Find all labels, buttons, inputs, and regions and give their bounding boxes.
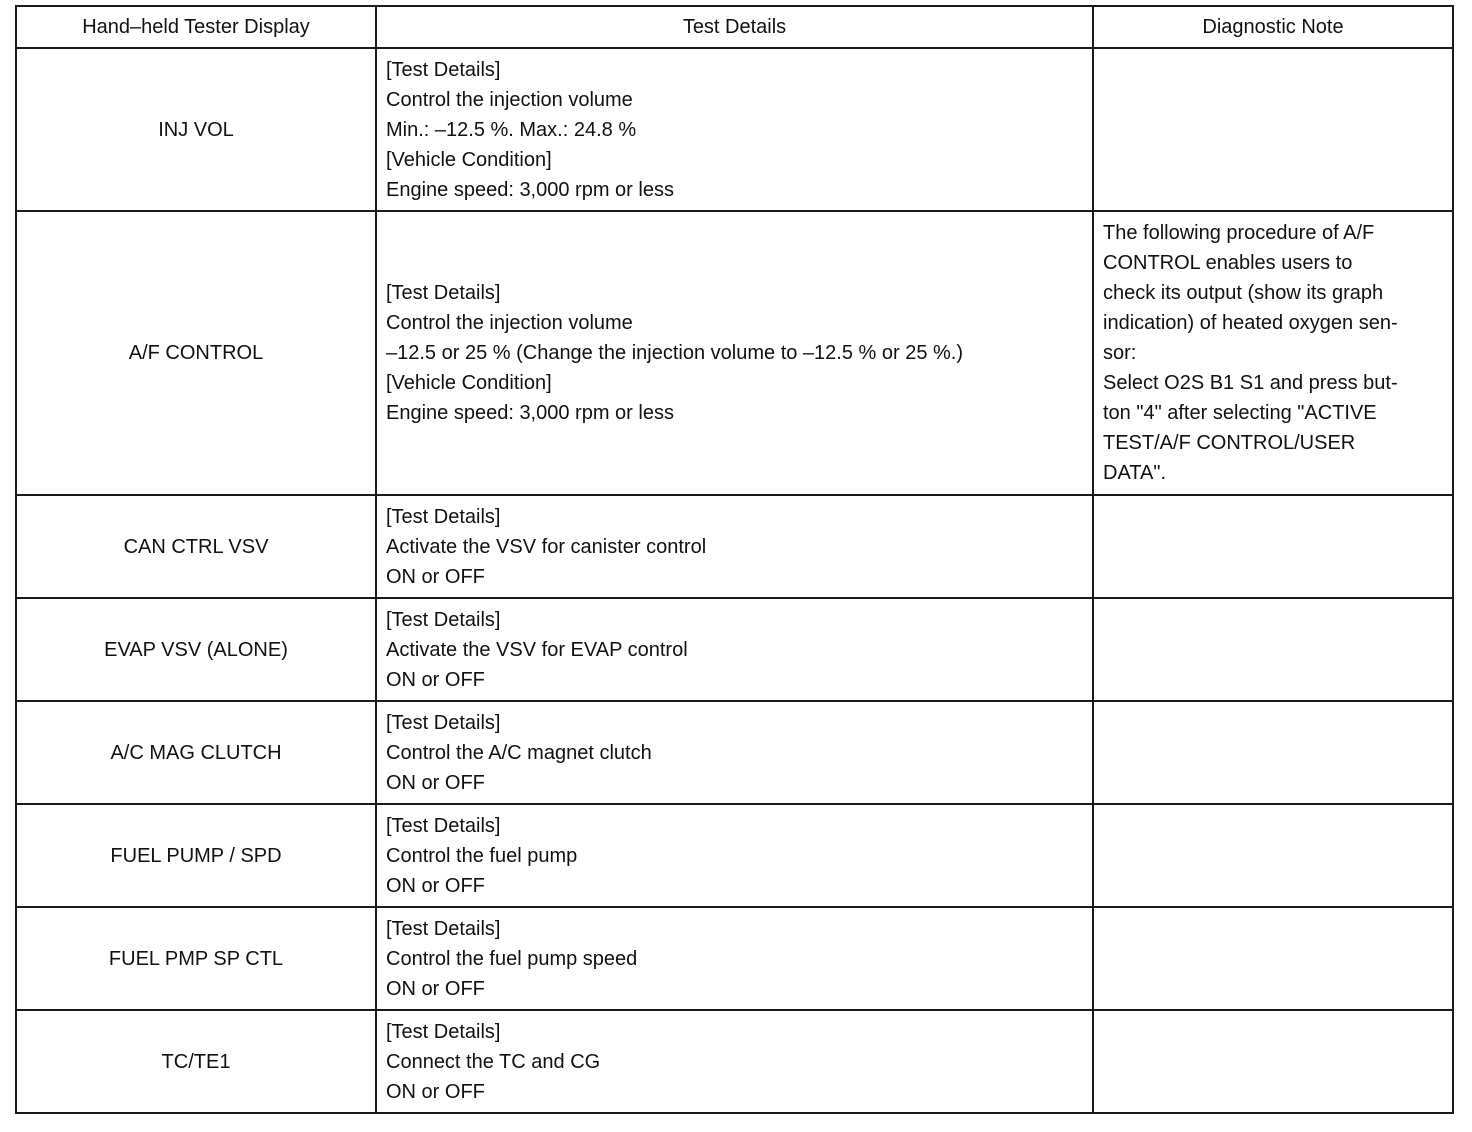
diagnostic-note-cell <box>1093 907 1453 1010</box>
details-line: [Test Details] <box>386 711 501 734</box>
table-row <box>16 1010 1453 1113</box>
details-line: ON or OFF <box>386 668 485 691</box>
tester-display-cell: A/C MAG CLUTCH <box>16 701 376 804</box>
test-details-cell <box>376 211 1093 495</box>
note-line: DATA". <box>1103 462 1167 484</box>
tester-display-cell: A/F CONTROL <box>16 211 376 495</box>
details-line: Control the injection volume <box>386 88 633 111</box>
details-line: [Vehicle Condition] <box>386 372 552 394</box>
table-row <box>16 804 1453 907</box>
details-line: ON or OFF <box>386 565 485 588</box>
details-line: Activate the VSV for EVAP control <box>386 638 688 661</box>
details-line: Control the A/C magnet clutch <box>386 741 652 764</box>
header-tester-display: Hand–held Tester Display <box>16 6 376 48</box>
note-line: ton "4" after selecting "ACTIVE <box>1103 402 1377 424</box>
details-line: [Test Details] <box>386 505 501 528</box>
details-line: ON or OFF <box>386 1080 485 1103</box>
table-row <box>16 598 1453 701</box>
table-row <box>16 907 1453 1010</box>
note-line: indication) of heated oxygen sen- <box>1103 312 1398 334</box>
note-line: TEST/A/F CONTROL/USER <box>1103 432 1356 454</box>
tester-display-cell: TC/TE1 <box>16 1010 376 1113</box>
test-details-cell <box>376 804 1093 907</box>
note-line: Select O2S B1 S1 and press but- <box>1103 372 1398 394</box>
details-line: Control the fuel pump speed <box>386 947 638 970</box>
details-line: [Test Details] <box>386 814 501 837</box>
details-line: [Test Details] <box>386 58 501 81</box>
details-line: Connect the TC and CG <box>386 1050 601 1073</box>
tester-display-cell: INJ VOL <box>16 48 376 211</box>
details-line: [Test Details] <box>386 917 501 940</box>
diagnostic-note-cell <box>1093 701 1453 804</box>
details-line: ON or OFF <box>386 771 485 794</box>
test-details-cell <box>376 701 1093 804</box>
test-details-cell <box>376 598 1093 701</box>
diagnostic-note-cell <box>1093 1010 1453 1113</box>
header-diagnostic-note: Diagnostic Note <box>1093 6 1453 48</box>
table-row <box>16 211 1453 495</box>
details-line: Control the injection volume <box>386 312 633 334</box>
tester-display-cell: FUEL PUMP / SPD <box>16 804 376 907</box>
diagnostic-note-cell <box>1093 804 1453 907</box>
note-line: CONTROL enables users to <box>1103 252 1353 274</box>
tester-display-cell: FUEL PMP SP CTL <box>16 907 376 1010</box>
test-details-cell <box>376 907 1093 1010</box>
details-line: –12.5 or 25 % (Change the injection volume to –12.5 % or 25 %.) <box>386 342 964 364</box>
table-row <box>16 701 1453 804</box>
diagnostic-note-cell <box>1093 598 1453 701</box>
note-line: check its output (show its graph <box>1103 282 1384 304</box>
note-line: The following procedure of A/F <box>1103 222 1375 244</box>
note-line: sor: <box>1103 342 1137 364</box>
details-line: Engine speed: 3,000 rpm or less <box>386 402 674 424</box>
test-details-cell <box>376 1010 1093 1113</box>
details-line: ON or OFF <box>386 977 485 1000</box>
table-row <box>16 495 1453 598</box>
diagnostic-note-cell <box>1093 211 1453 495</box>
diagnostic-note-cell <box>1093 495 1453 598</box>
test-details-cell <box>376 48 1093 211</box>
details-line: Control the fuel pump <box>386 844 578 867</box>
tester-display-cell: CAN CTRL VSV <box>16 495 376 598</box>
table-row <box>16 48 1453 211</box>
header-test-details: Test Details <box>376 6 1093 48</box>
details-line: ON or OFF <box>386 874 485 897</box>
details-line: [Test Details] <box>386 282 501 304</box>
details-line: Engine speed: 3,000 rpm or less <box>386 178 674 201</box>
test-details-cell <box>376 495 1093 598</box>
table-header-row <box>16 6 1453 48</box>
details-line: [Vehicle Condition] <box>386 148 552 171</box>
details-line: [Test Details] <box>386 608 501 631</box>
details-line: Activate the VSV for canister control <box>386 535 707 558</box>
details-line: [Test Details] <box>386 1020 501 1043</box>
diagnostic-note-cell <box>1093 48 1453 211</box>
tester-display-cell: EVAP VSV (ALONE) <box>16 598 376 701</box>
details-line: Min.: –12.5 %. Max.: 24.8 % <box>386 118 637 141</box>
active-test-table <box>15 5 1454 1114</box>
